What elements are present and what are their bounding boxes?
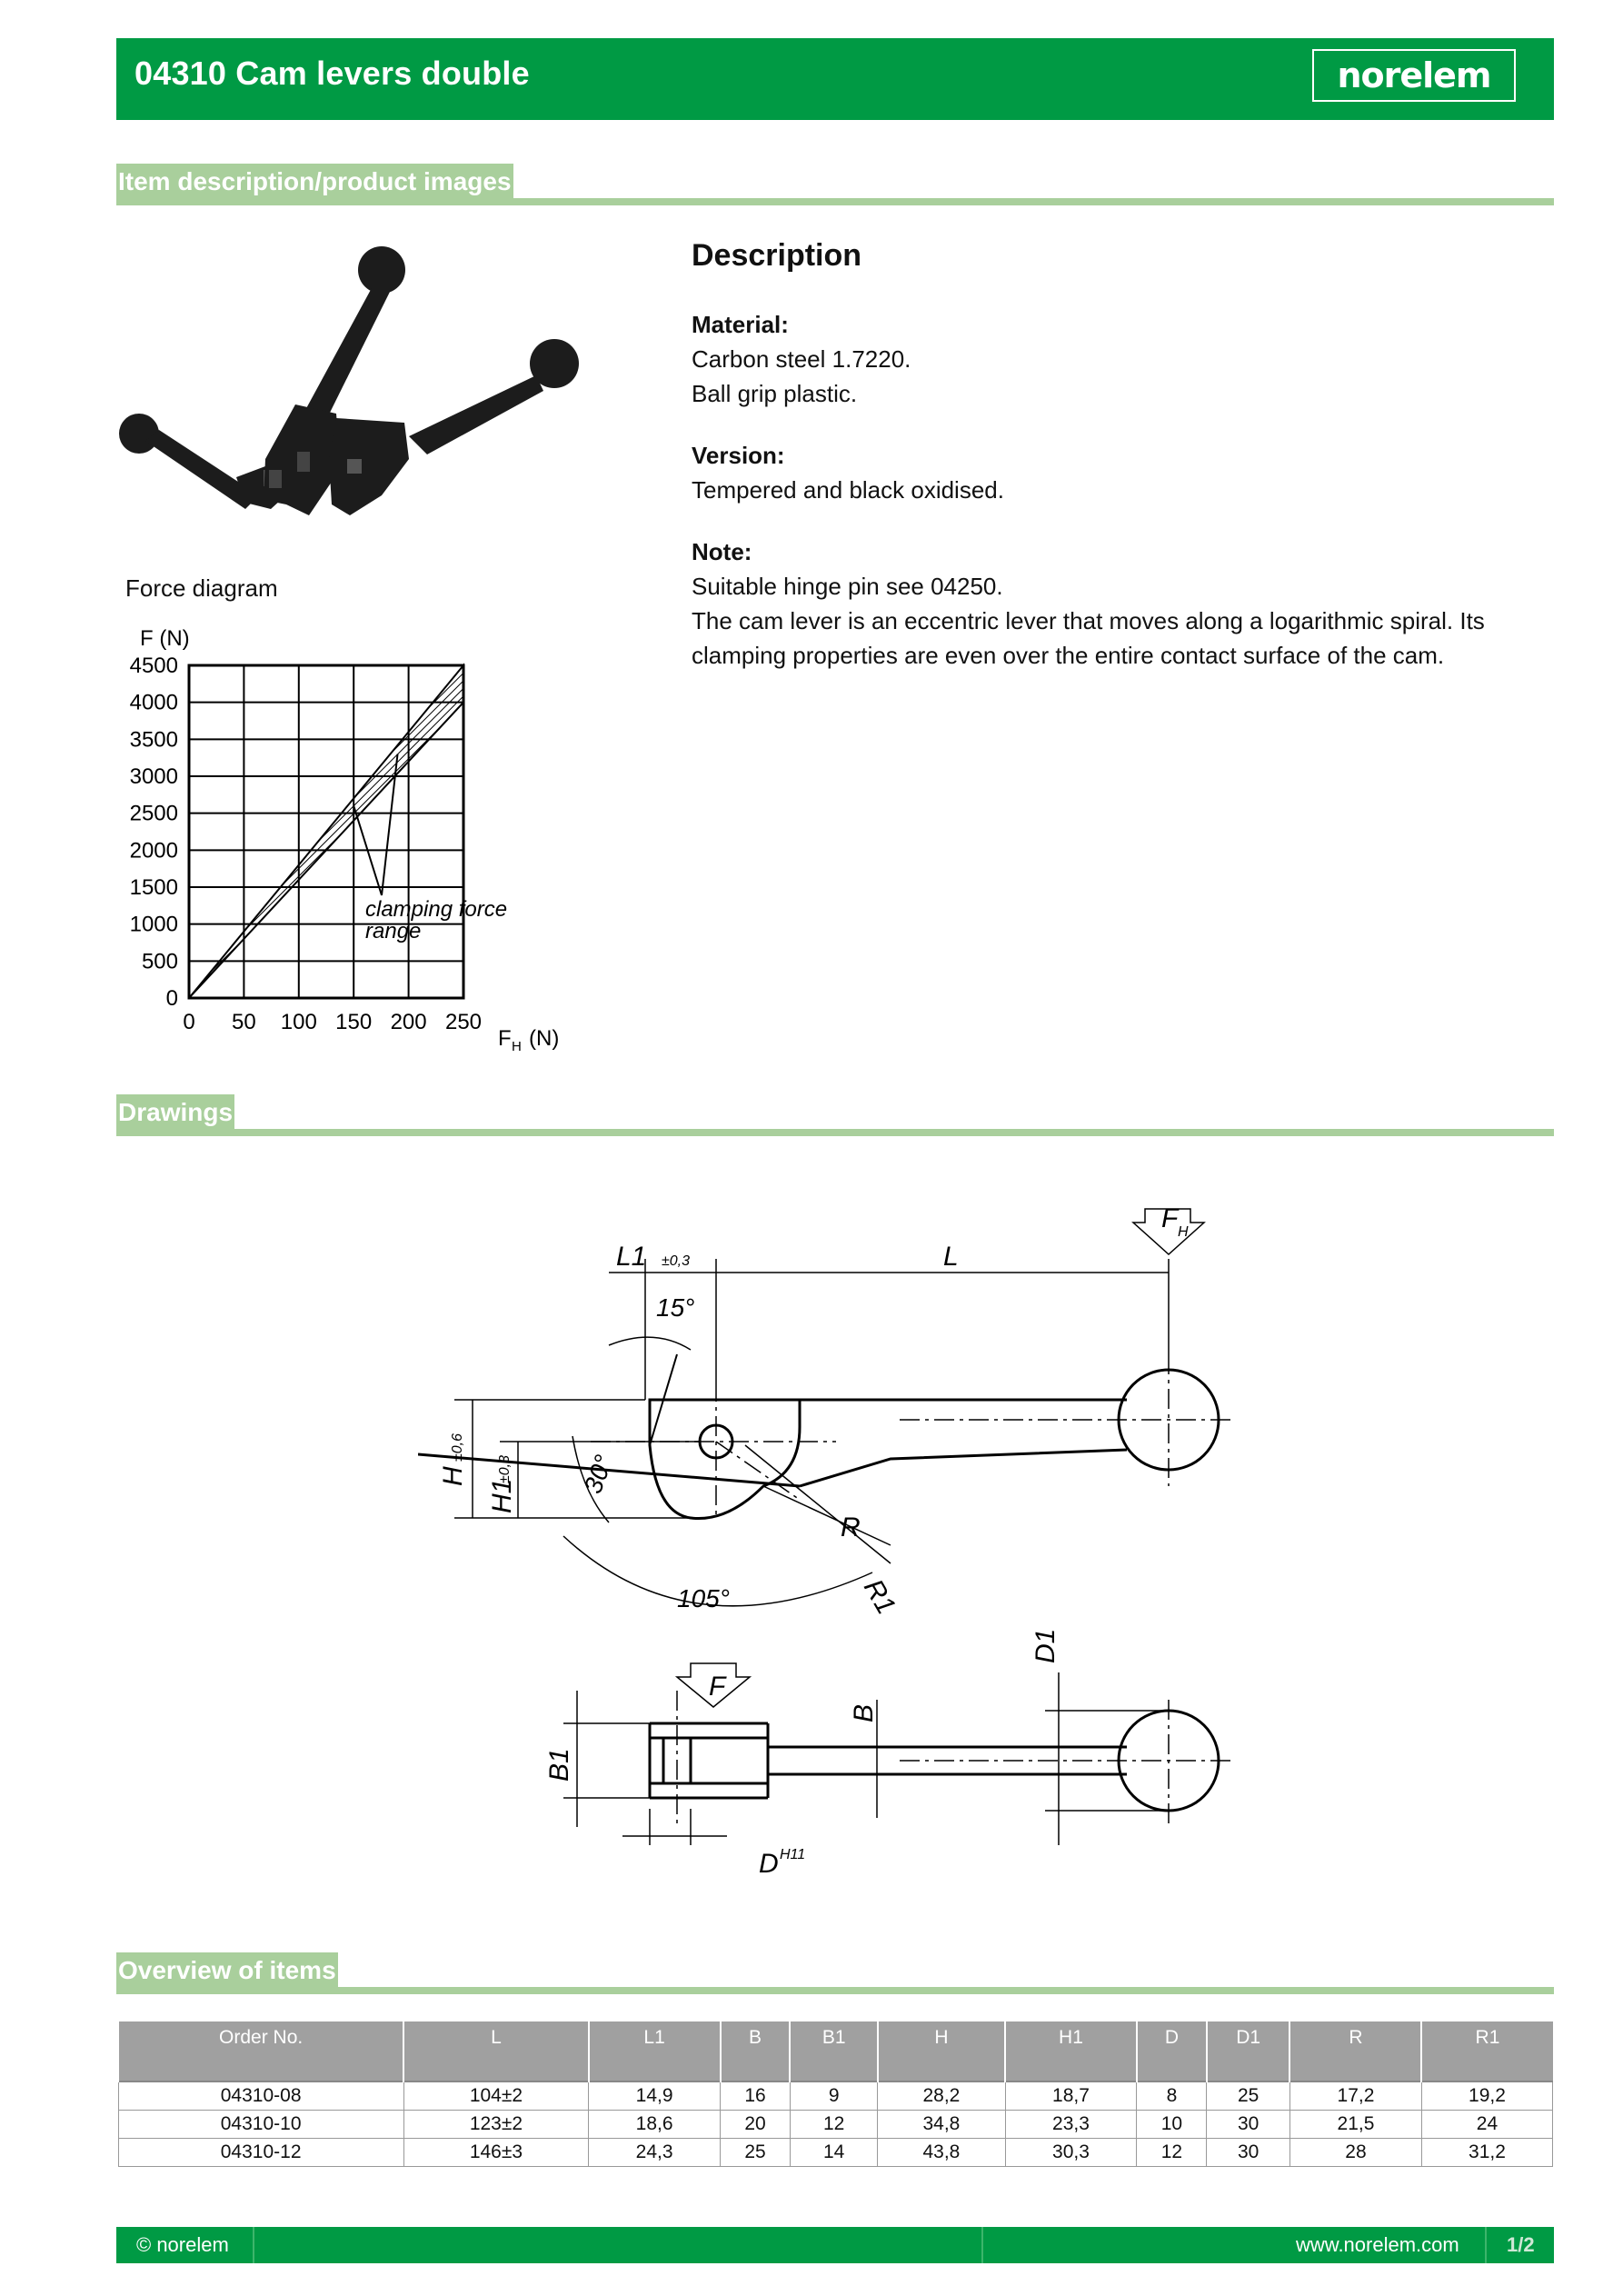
material-line: Carbon steel 1.7220. — [692, 345, 911, 373]
table-cell: 21,5 — [1289, 2111, 1421, 2139]
annotation-clamping-force: clamping force — [365, 897, 508, 922]
table-cell: 17,2 — [1289, 2081, 1421, 2111]
x-tick-label: 0 — [183, 1010, 195, 1034]
dim-r1: R1 — [857, 1574, 901, 1620]
table-cell: 31,2 — [1421, 2139, 1552, 2167]
table-header-row — [118, 2021, 1553, 2081]
material-label: Material: — [692, 311, 789, 338]
table-cell: 30,3 — [1005, 2139, 1137, 2167]
x-tick-labels — [183, 1010, 482, 1034]
table-cell: 23,3 — [1005, 2111, 1137, 2139]
x-axis-label: F — [498, 1026, 512, 1051]
col-header: D1 — [1207, 2021, 1290, 2081]
table-cell: 104±2 — [403, 2081, 588, 2111]
table-cell: 30 — [1207, 2111, 1290, 2139]
y-tick-label: 500 — [141, 949, 178, 974]
y-tick-label: 4000 — [129, 690, 178, 715]
col-header: R1 — [1421, 2021, 1552, 2081]
norelem-logo — [1312, 49, 1516, 102]
table-cell: 25 — [1207, 2081, 1290, 2111]
col-header: B — [721, 2021, 791, 2081]
table-cell: 14 — [790, 2139, 877, 2167]
table-cell: 24 — [1421, 2111, 1552, 2139]
dim-d1: D1 — [1031, 1628, 1060, 1663]
col-header: R — [1289, 2021, 1421, 2081]
y-tick-label: 0 — [165, 986, 178, 1011]
dim-b: B — [849, 1703, 879, 1722]
y-tick-label: 2000 — [129, 838, 178, 863]
dim-r: R — [841, 1512, 861, 1542]
version-block — [692, 438, 1004, 507]
col-header: Order No. — [118, 2021, 403, 2081]
force-f-label: F — [709, 1672, 726, 1702]
section-item-description — [116, 164, 1554, 205]
y-tick-label: 2500 — [129, 801, 178, 826]
col-header: B1 — [790, 2021, 877, 2081]
dim-d: D — [759, 1849, 779, 1879]
dim-fh-sub: H — [1178, 1224, 1189, 1240]
x-tick-label: 250 — [444, 1010, 483, 1034]
version-label: Version: — [692, 442, 785, 469]
note-line: Suitable hinge pin see 04250. — [692, 573, 1003, 600]
angle-105: 105° — [677, 1584, 730, 1612]
page-header — [116, 38, 1554, 120]
product-image — [109, 232, 600, 523]
x-tick-label: 150 — [335, 1010, 373, 1034]
technical-drawing — [418, 1173, 1272, 1900]
table-cell: 146±3 — [403, 2139, 588, 2167]
chart-marks — [189, 665, 463, 998]
col-header: H1 — [1005, 2021, 1137, 2081]
section-drawings — [116, 1094, 1554, 1136]
dim-l: L — [943, 1242, 959, 1272]
dim-fh: F — [1161, 1203, 1179, 1233]
note-label: Note: — [692, 538, 752, 565]
x-axis-label-sub: H — [512, 1039, 522, 1054]
clamping-force-band — [189, 665, 463, 998]
footer-page-number: 1/2 — [1507, 2233, 1535, 2256]
table-cell: 14,9 — [589, 2081, 721, 2111]
logo-text: norelem — [1337, 55, 1491, 95]
table-cell: 04310-12 — [118, 2139, 403, 2167]
table-row — [118, 2111, 1553, 2139]
version-line: Tempered and black oxidised. — [692, 476, 1004, 504]
note-line: clamping properties are even over the entire contact surface of the cam. — [692, 642, 1445, 669]
table-cell: 123±2 — [403, 2111, 588, 2139]
items-table — [117, 2021, 1553, 2167]
table-cell: 18,7 — [1005, 2081, 1137, 2111]
y-tick-label: 4500 — [129, 654, 178, 678]
force-diagram-caption: Force diagram — [125, 574, 278, 602]
table-cell: 04310-10 — [118, 2111, 403, 2139]
table-cell: 19,2 — [1421, 2081, 1552, 2111]
table-cell: 30 — [1207, 2139, 1290, 2167]
angle-30: 30° — [578, 1451, 619, 1498]
y-tick-labels — [130, 654, 178, 1011]
table-cell: 04310-08 — [118, 2081, 403, 2111]
x-tick-label: 50 — [232, 1010, 256, 1034]
table-row — [118, 2081, 1553, 2111]
table-cell: 24,3 — [589, 2139, 721, 2167]
table-cell: 25 — [721, 2139, 791, 2167]
table-cell: 43,8 — [878, 2139, 1005, 2167]
page-title: 04310 Cam levers double — [134, 55, 530, 92]
footer-website[interactable]: www.norelem.com — [1296, 2233, 1459, 2256]
col-header: H — [878, 2021, 1005, 2081]
annotation-range: range — [365, 919, 422, 943]
col-header: L — [403, 2021, 588, 2081]
description-title: Description — [692, 238, 862, 273]
table-cell: 20 — [721, 2111, 791, 2139]
dim-b1: B1 — [544, 1748, 574, 1782]
dim-h-tol: ±0,6 — [450, 1433, 465, 1462]
page-footer — [116, 2227, 1554, 2263]
table-cell: 12 — [1137, 2139, 1207, 2167]
y-tick-label: 1500 — [129, 875, 178, 900]
y-tick-label: 3000 — [129, 764, 178, 789]
section-title-drawings: Drawings — [116, 1094, 234, 1136]
y-tick-label: 1000 — [129, 912, 178, 937]
note-line: The cam lever is an eccentric lever that moves along a logarithmic spiral. Its — [692, 607, 1485, 634]
col-header: D — [1137, 2021, 1207, 2081]
x-axis-label-unit: (N) — [529, 1026, 560, 1051]
table-cell: 8 — [1137, 2081, 1207, 2111]
table-row — [118, 2139, 1553, 2167]
dim-h: H — [438, 1466, 468, 1486]
section-title-item-description: Item description/product images — [116, 164, 513, 205]
force-diagram-chart — [109, 618, 582, 1054]
table-cell: 18,6 — [589, 2111, 721, 2139]
table-cell: 12 — [790, 2111, 877, 2139]
angle-15: 15° — [656, 1293, 695, 1322]
y-tick-label: 3500 — [129, 727, 178, 753]
note-block — [692, 534, 1485, 673]
table-cell: 16 — [721, 2081, 791, 2111]
footer-copyright: © norelem — [136, 2233, 229, 2256]
material-line: Ball grip plastic. — [692, 380, 858, 407]
y-axis-label: F (N) — [140, 626, 190, 651]
section-title-overview: Overview of items — [116, 1952, 338, 1994]
col-header: L1 — [589, 2021, 721, 2081]
material-block — [692, 307, 911, 411]
table-cell: 34,8 — [878, 2111, 1005, 2139]
table-cell: 10 — [1137, 2111, 1207, 2139]
x-tick-label: 100 — [280, 1010, 317, 1034]
table-cell: 28,2 — [878, 2081, 1005, 2111]
table-cell: 9 — [790, 2081, 877, 2111]
section-overview — [116, 1952, 1554, 1994]
dim-h1-tol: ±0,3 — [497, 1454, 513, 1483]
dim-l1: L1 — [616, 1242, 647, 1272]
table-cell: 28 — [1289, 2139, 1421, 2167]
dim-l1-tol: ±0,3 — [662, 1253, 691, 1269]
dim-d-tol: H11 — [780, 1847, 806, 1862]
x-tick-label: 200 — [390, 1010, 427, 1034]
dim-h1: H1 — [487, 1478, 517, 1513]
